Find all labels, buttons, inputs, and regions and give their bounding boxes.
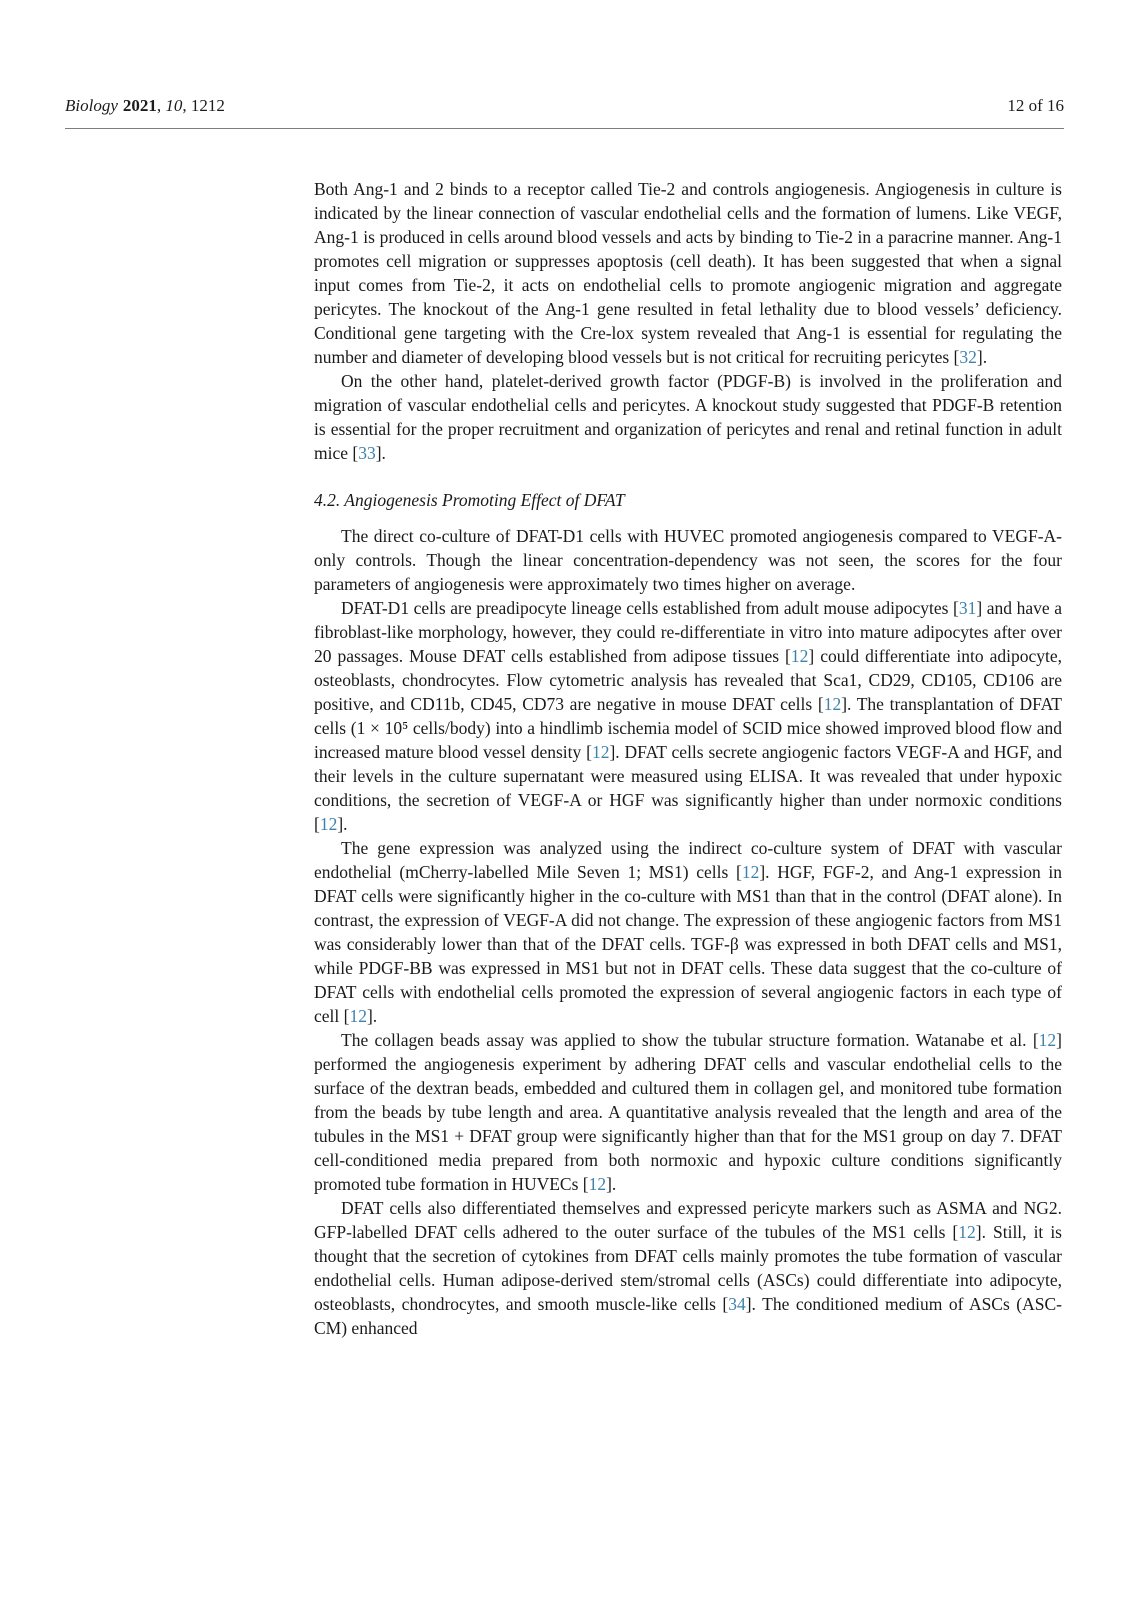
citation-link[interactable]: 31 <box>958 598 977 618</box>
section-heading: 4.2. Angiogenesis Promoting Effect of DFAT <box>314 490 625 510</box>
journal-year: 2021 <box>122 96 157 115</box>
article-body <box>314 177 1062 1340</box>
journal-article-number: 1212 <box>190 96 225 115</box>
running-header <box>65 96 1064 116</box>
paragraph: Both Ang-1 and 2 binds to a receptor called Tie-2 and controls angiogenesis. Angiogenesis in culture is indicated by the linear connection of vascular endothelial cells and the formation of lumens. Like VEGF, Ang-1 is produced in cells around blood vessels and acts by binding to Tie-2 in a paracrine manner. Ang-1 promotes cell migration or suppresses apoptosis (cell death). It has been suggested that when a signal input comes from Tie-2, it acts on endothelial cells to promote angiogenic migration and aggregate pericytes. The knockout of the Ang-1 gene resulted in fetal lethality due to blood vessels’ deficiency. Conditional gene targeting with the Cre-lox system revealed that Ang-1 is essential for regulating the number and diameter of developing blood vessels but is not critical for recruiting pericytes [32]. <box>314 179 1062 367</box>
paragraph: The direct co-culture of DFAT-D1 cells with HUVEC promoted angiogenesis compared to VEGF-A-only controls. Though the linear concentration-dependency was not seen, the scores for the four parameters of angiogenesis were approximately two times higher on average. <box>314 526 1062 594</box>
citation-link[interactable]: 12 <box>319 814 338 834</box>
citation-link[interactable]: 12 <box>591 742 610 762</box>
page-number: 12 of 16 <box>1007 96 1064 115</box>
citation-link[interactable]: 34 <box>728 1294 746 1314</box>
citation-link[interactable]: 12 <box>741 862 760 882</box>
journal-volume: 10 <box>165 96 183 115</box>
paragraph: The gene expression was analyzed using the indirect co-culture system of DFAT with vascular endothelial (mCherry-labelled Mile Seven 1; MS1) cells [12]. HGF, FGF-2, and Ang-1 expression in DFAT cells were significantly higher in the co-culture with MS1 than that in the control (DFAT alone). In contrast, the expression of VEGF-A did not change. The expression of these angiogenic factors from MS1 was considerably lower than that of the DFAT cells. TGF-β was expressed in both DFAT cells and MS1, while PDGF-BB was expressed in MS1 but not in DFAT cells. These data suggest that the co-culture of DFAT cells with endothelial cells promoted the expression of several angiogenic factors in each type of cell [12]. <box>314 838 1063 1026</box>
citation-link[interactable]: 12 <box>1038 1030 1057 1050</box>
citation-link[interactable]: 33 <box>358 443 376 463</box>
citation-link[interactable]: 12 <box>958 1222 976 1242</box>
journal-reference: Biology 2021, 10, 1212 <box>65 96 225 115</box>
paragraph: The collagen beads assay was applied to show the tubular structure formation. Watanabe et al. [12] performed the angiogenesis experiment by adhering DFAT cells and vascular endothelial cells to the surface of the dextran beads, embedded and cultured them in collagen gel, and monitored tube formation from the beads by tube length and area. A quantitative analysis revealed that the length and area of the tubules in the MS1 + DFAT group were significantly higher than that for the MS1 group on day 7. DFAT cell-conditioned media prepared from both normoxic and hypoxic culture conditions significantly promoted tube formation in HUVECs [12]. <box>314 1030 1062 1194</box>
journal-name: Biology <box>65 96 118 115</box>
citation-link[interactable]: 12 <box>823 694 842 714</box>
citation-link[interactable]: 12 <box>588 1174 607 1194</box>
paragraph: On the other hand, platelet-derived growth factor (PDGF-B) is involved in the proliferation and migration of vascular endothelial cells and pericytes. A knockout study suggested that PDGF-B retention is essential for the proper recruitment and organization of pericytes and renal and retinal function in adult mice [33]. <box>314 371 1062 463</box>
citation-link[interactable]: 32 <box>959 347 977 367</box>
paragraph: DFAT-D1 cells are preadipocyte lineage cells established from adult mouse adipocytes [31] and have a fibroblast-like morphology, however, they could re-differentiate in vitro into mature adipocytes after over 20 passages. Mouse DFAT cells established from adipose tissues [12] could differentiate into adipocyte, osteoblasts, chondrocytes. Flow cytometric analysis has revealed that Sca1, CD29, CD105, CD106 are positive, and CD11b, CD45, CD73 are negative in mouse DFAT cells [12]. The transplantation of DFAT cells (1 × 10⁵ cells/body) into a hindlimb ischemia model of SCID mice showed improved blood flow and increased mature blood vessel density [12]. DFAT cells secrete angiogenic factors VEGF-A and HGF, and their levels in the culture supernatant were measured using ELISA. It was revealed that under hypoxic conditions, the secretion of VEGF-A or HGF was significantly higher than under normoxic conditions [12]. <box>314 598 1062 834</box>
citation-link[interactable]: 12 <box>349 1006 367 1026</box>
paragraph: DFAT cells also differentiated themselves and expressed pericyte markers such as ASMA and NG2. GFP-labelled DFAT cells adhered to the outer surface of the tubules of the MS1 cells [12]. Still, it is thought that the secretion of cytokines from DFAT cells mainly promotes the tube formation of vascular endothelial cells. Human adipose-derived stem/stromal cells (ASCs) could differentiate into adipocyte, osteoblasts, chondrocytes, and smooth muscle-like cells [34]. The conditioned medium of ASCs (ASC-CM) enhanced <box>314 1198 1062 1338</box>
citation-link[interactable]: 12 <box>790 646 809 666</box>
header-divider <box>65 128 1064 129</box>
